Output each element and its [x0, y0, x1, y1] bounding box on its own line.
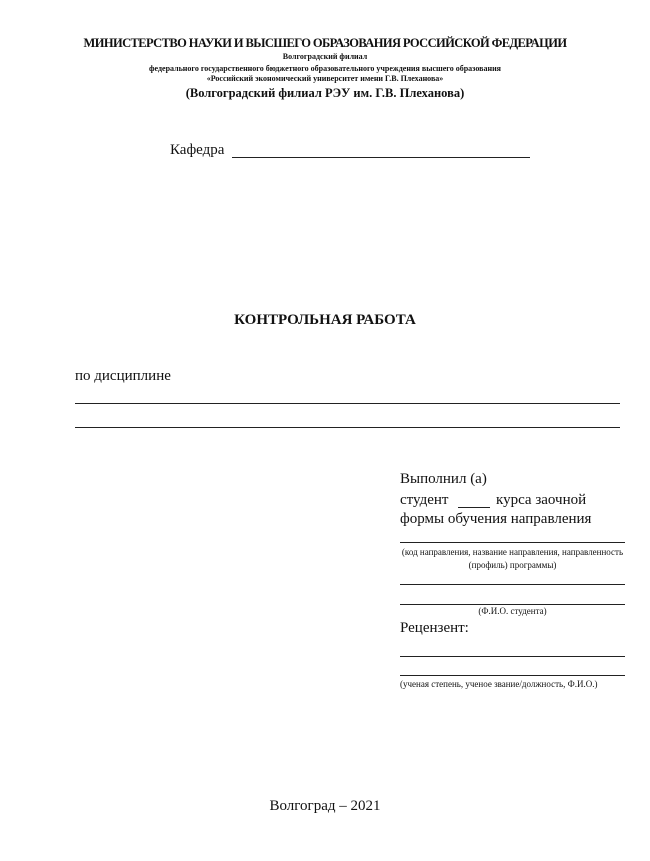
reviewer-underline-1 [400, 656, 625, 657]
direction-hint: (код направления, название направления, направленность (профиль) программы) [401, 547, 624, 570]
student-name-underline-1 [400, 584, 625, 585]
discipline-label: по дисциплине [75, 368, 171, 384]
document-title: КОНТРОЛЬНАЯ РАБОТА [234, 312, 416, 328]
institution-line: федерального государственного бюджетного образовательного учреждения высшего образования [148, 64, 502, 73]
reviewer-hint: (ученая степень, ученое звание/должность, Ф.И.О.) [400, 679, 598, 689]
student-name-hint: (Ф.И.О. студента) [478, 606, 547, 616]
performed-label: Выполнил (а) [400, 471, 487, 487]
study-form-line: формы обучения направления [400, 511, 592, 527]
branch-full-heading: (Волгоградский филиал РЭУ им. Г.В. Плеханова) [185, 86, 465, 100]
discipline-underline-1 [75, 403, 620, 404]
department-underline [232, 157, 530, 158]
course-underline [458, 507, 490, 508]
student-prefix: студент [400, 492, 449, 508]
ministry-heading: МИНИСТЕРСТВО НАУКИ И ВЫСШЕГО ОБРАЗОВАНИЯ РОССИЙСКОЙ ФЕДЕРАЦИИ [83, 36, 567, 50]
discipline-underline-2 [75, 427, 620, 428]
city-year: Волгоград – 2021 [269, 798, 381, 814]
reviewer-underline-2 [400, 675, 625, 676]
student-name-underline-2 [400, 604, 625, 605]
branch-small-heading: Волгоградский филиал [282, 52, 368, 61]
department-label: Кафедра [170, 142, 225, 158]
direction-underline [400, 542, 625, 543]
university-name: «Российский экономический университет имени Г.В. Плеханова» [206, 74, 444, 83]
student-suffix: курса заочной [496, 492, 587, 508]
reviewer-label: Рецензент: [400, 620, 469, 636]
